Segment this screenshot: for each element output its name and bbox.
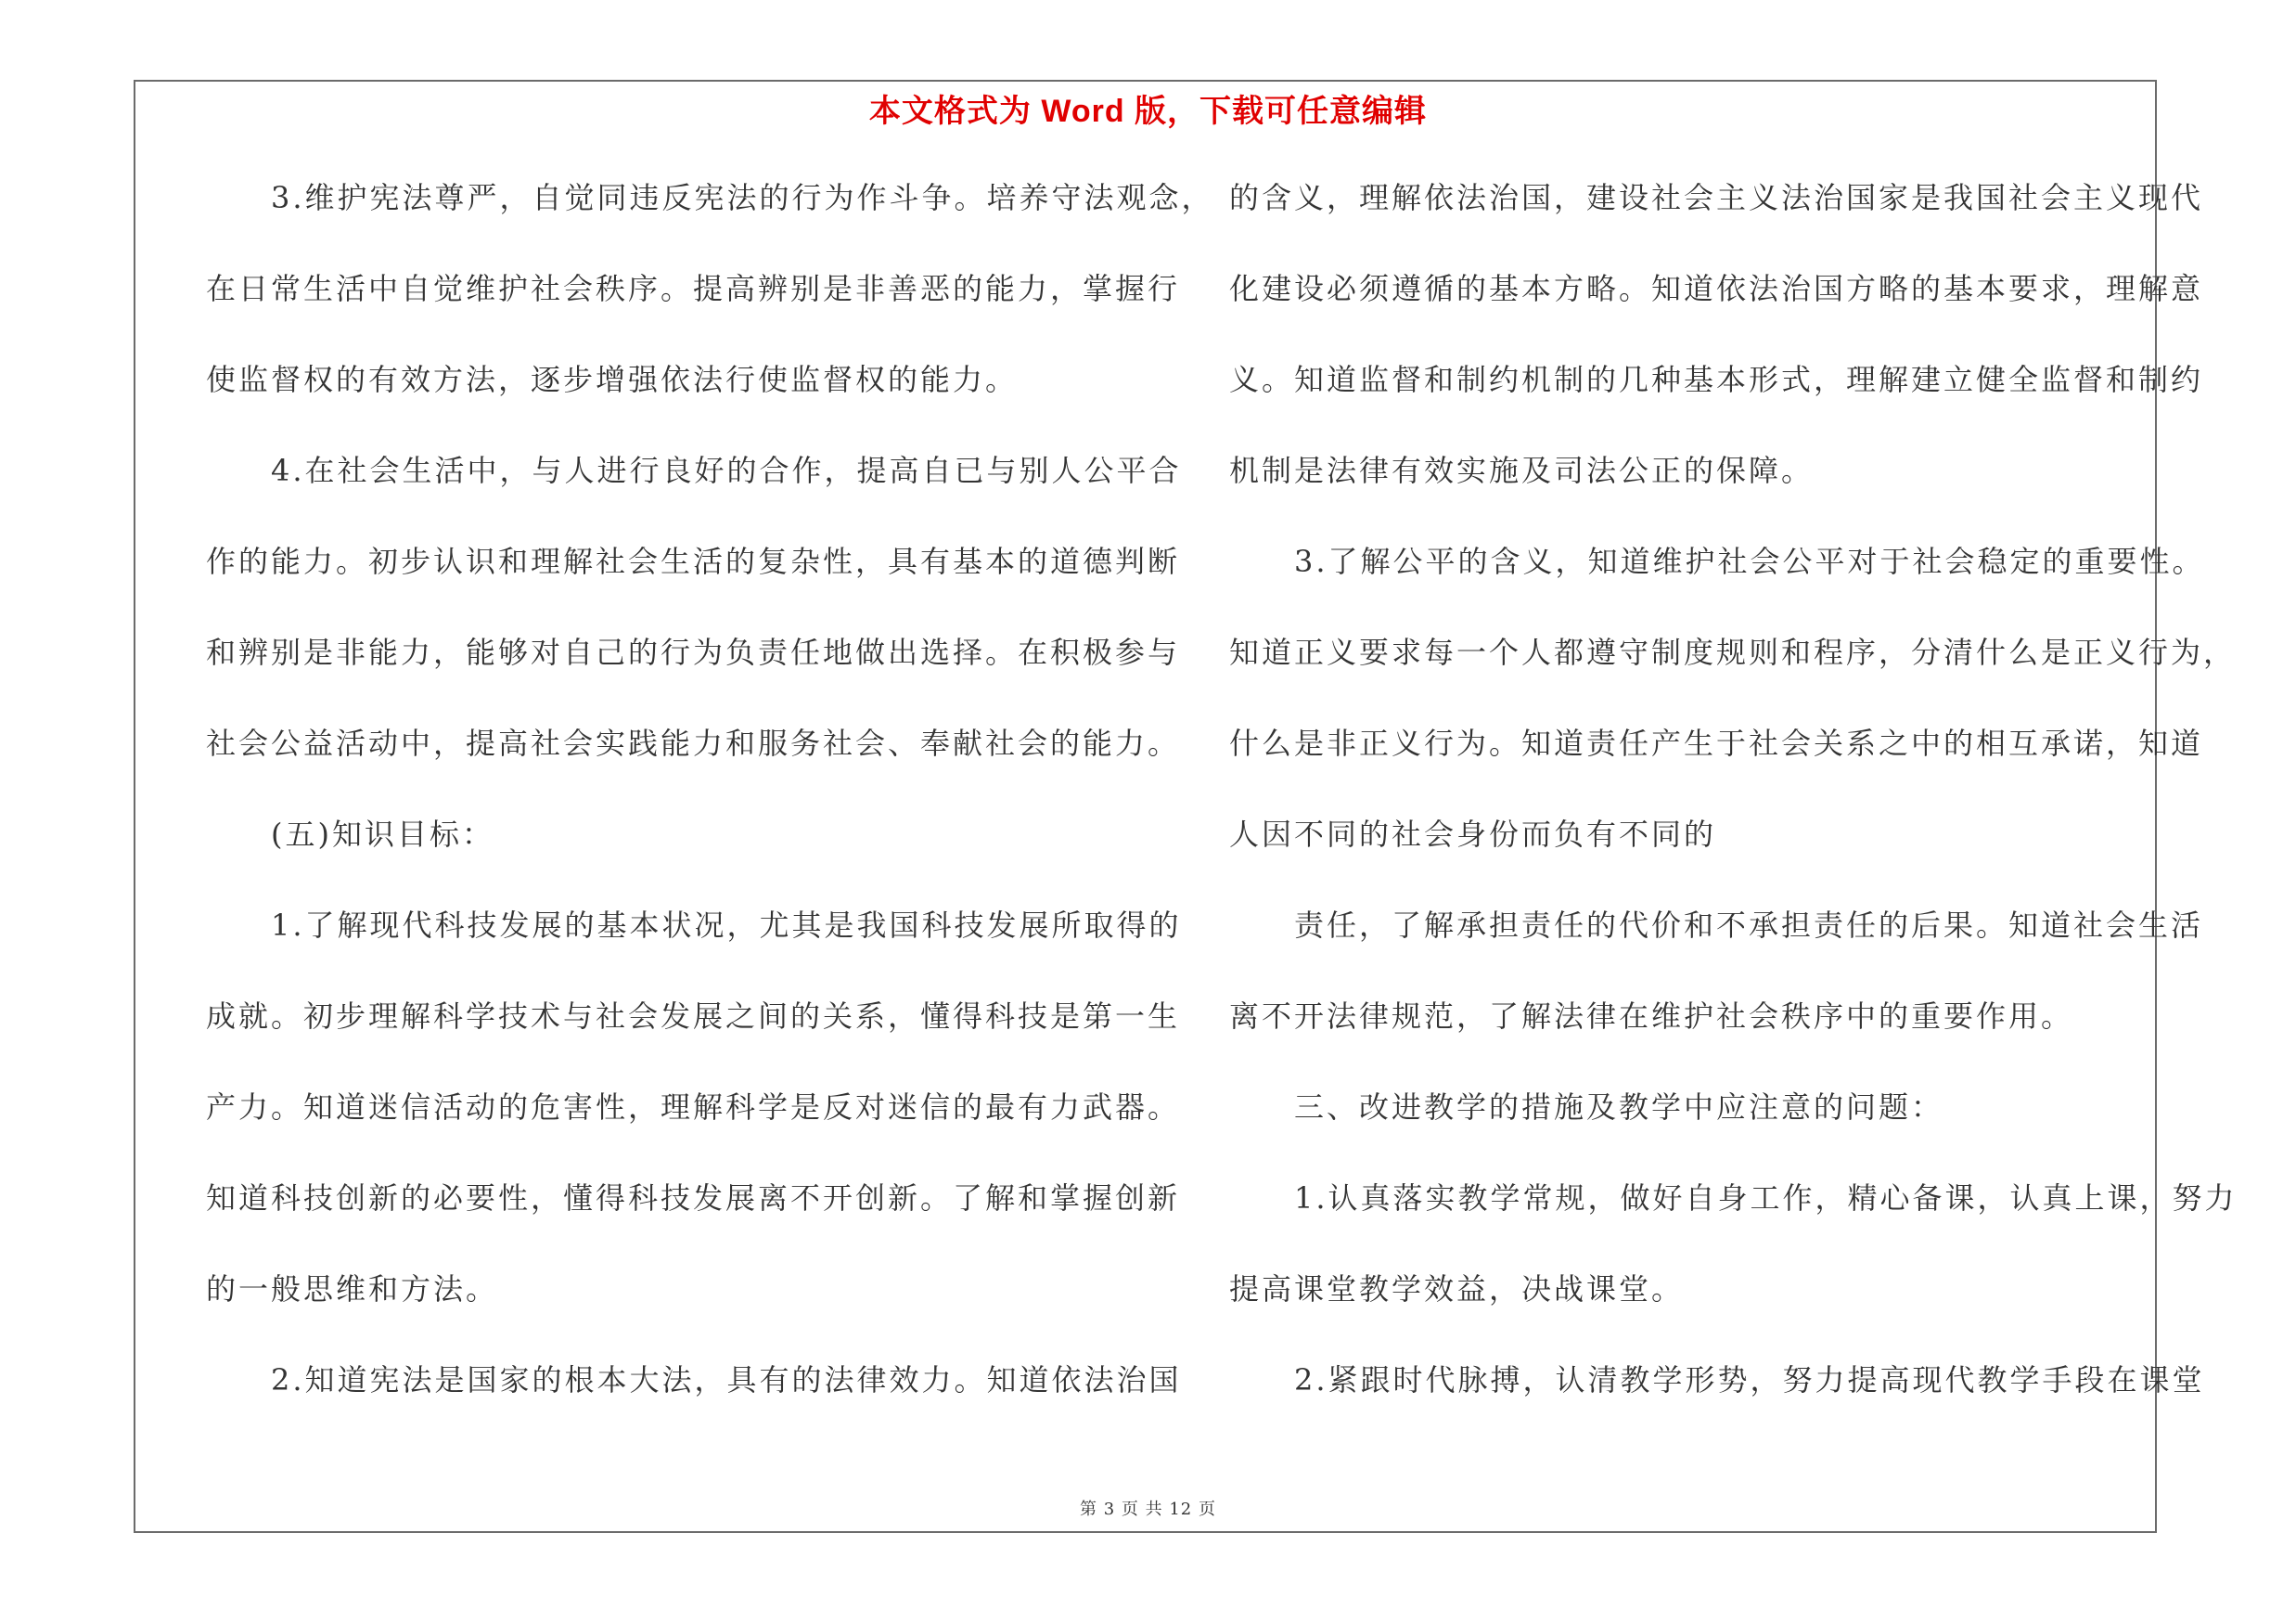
text-line: 3.了解公平的含义，知道维护社会公平对于社会稳定的重要性。	[1229, 544, 2205, 579]
text-line: 的一般思维和方法。	[206, 1271, 499, 1307]
section-heading: (五)知识目标：	[206, 817, 494, 852]
text-line: 什么是非正义行为。知道责任产生于社会关系之中的相互承诺，知道	[1229, 726, 2204, 761]
text-line: 2.知道宪法是国家的根本大法，具有的法律效力。知道依法治国	[206, 1362, 1182, 1398]
text-line: 人因不同的社会身份而负有不同的	[1229, 817, 1717, 852]
text-line: 产力。知道迷信活动的危害性，理解科学是反对迷信的最有力武器。	[206, 1089, 1181, 1125]
text-line: 提高课堂教学效益，决战课堂。	[1229, 1271, 1685, 1307]
text-line: 机制是法律有效实施及司法公正的保障。	[1229, 453, 1815, 488]
text-line: 在日常生活中自觉维护社会秩序。提高辨别是非善恶的能力，掌握行	[206, 271, 1181, 306]
text-line: 成就。初步理解科学技术与社会发展之间的关系，懂得科技是第一生	[206, 998, 1181, 1034]
format-notice-banner: 本文格式为 Word 版，下载可任意编辑	[868, 94, 1428, 129]
text-line: 的含义，理解依法治国，建设社会主义法治国家是我国社会主义现代	[1229, 180, 2204, 215]
text-line: 责任，了解承担责任的代价和不承担责任的后果。知道社会生活	[1229, 908, 2204, 943]
text-line: 作的能力。初步认识和理解社会生活的复杂性，具有基本的道德判断	[206, 544, 1181, 579]
text-line: 义。知道监督和制约机制的几种基本形式，理解建立健全监督和制约	[1229, 362, 2204, 397]
left-column	[206, 180, 1214, 1456]
text-line: 离不开法律规范，了解法律在维护社会秩序中的重要作用。	[1229, 998, 2074, 1034]
text-line: 2.紧跟时代脉搏，认清教学形势，努力提高现代教学手段在课堂	[1229, 1362, 2205, 1398]
text-line: 3.维护宪法尊严，自觉同违反宪法的行为作斗争。培养守法观念，	[206, 180, 1214, 215]
text-line: 1.了解现代科技发展的基本状况，尤其是我国科技发展所取得的	[206, 908, 1182, 943]
section-heading: 三、改进教学的措施及教学中应注意的问题：	[1229, 1089, 1944, 1125]
text-line: 社会公益活动中，提高社会实践能力和服务社会、奉献社会的能力。	[206, 726, 1181, 761]
text-line: 化建设必须遵循的基本方略。知道依法治国方略的基本要求，理解意	[1229, 271, 2204, 306]
text-line: 知道科技创新的必要性，懂得科技发展离不开创新。了解和掌握创新	[206, 1180, 1181, 1216]
right-column	[1229, 180, 2238, 1456]
text-line: 知道正义要求每一个人都遵守制度规则和程序，分清什么是正义行为，	[1229, 635, 2237, 670]
text-line: 4.在社会生活中，与人进行良好的合作，提高自已与别人公平合	[206, 453, 1182, 488]
page-number-footer: 第 3 页 共 12 页	[1080, 1500, 1216, 1519]
text-line: 1.认真落实教学常规，做好自身工作，精心备课，认真上课，努力	[1229, 1180, 2238, 1216]
text-line: 和辨别是非能力，能够对自己的行为负责任地做出选择。在积极参与	[206, 635, 1181, 670]
text-line: 使监督权的有效方法，逐步增强依法行使监督权的能力。	[206, 362, 1019, 397]
